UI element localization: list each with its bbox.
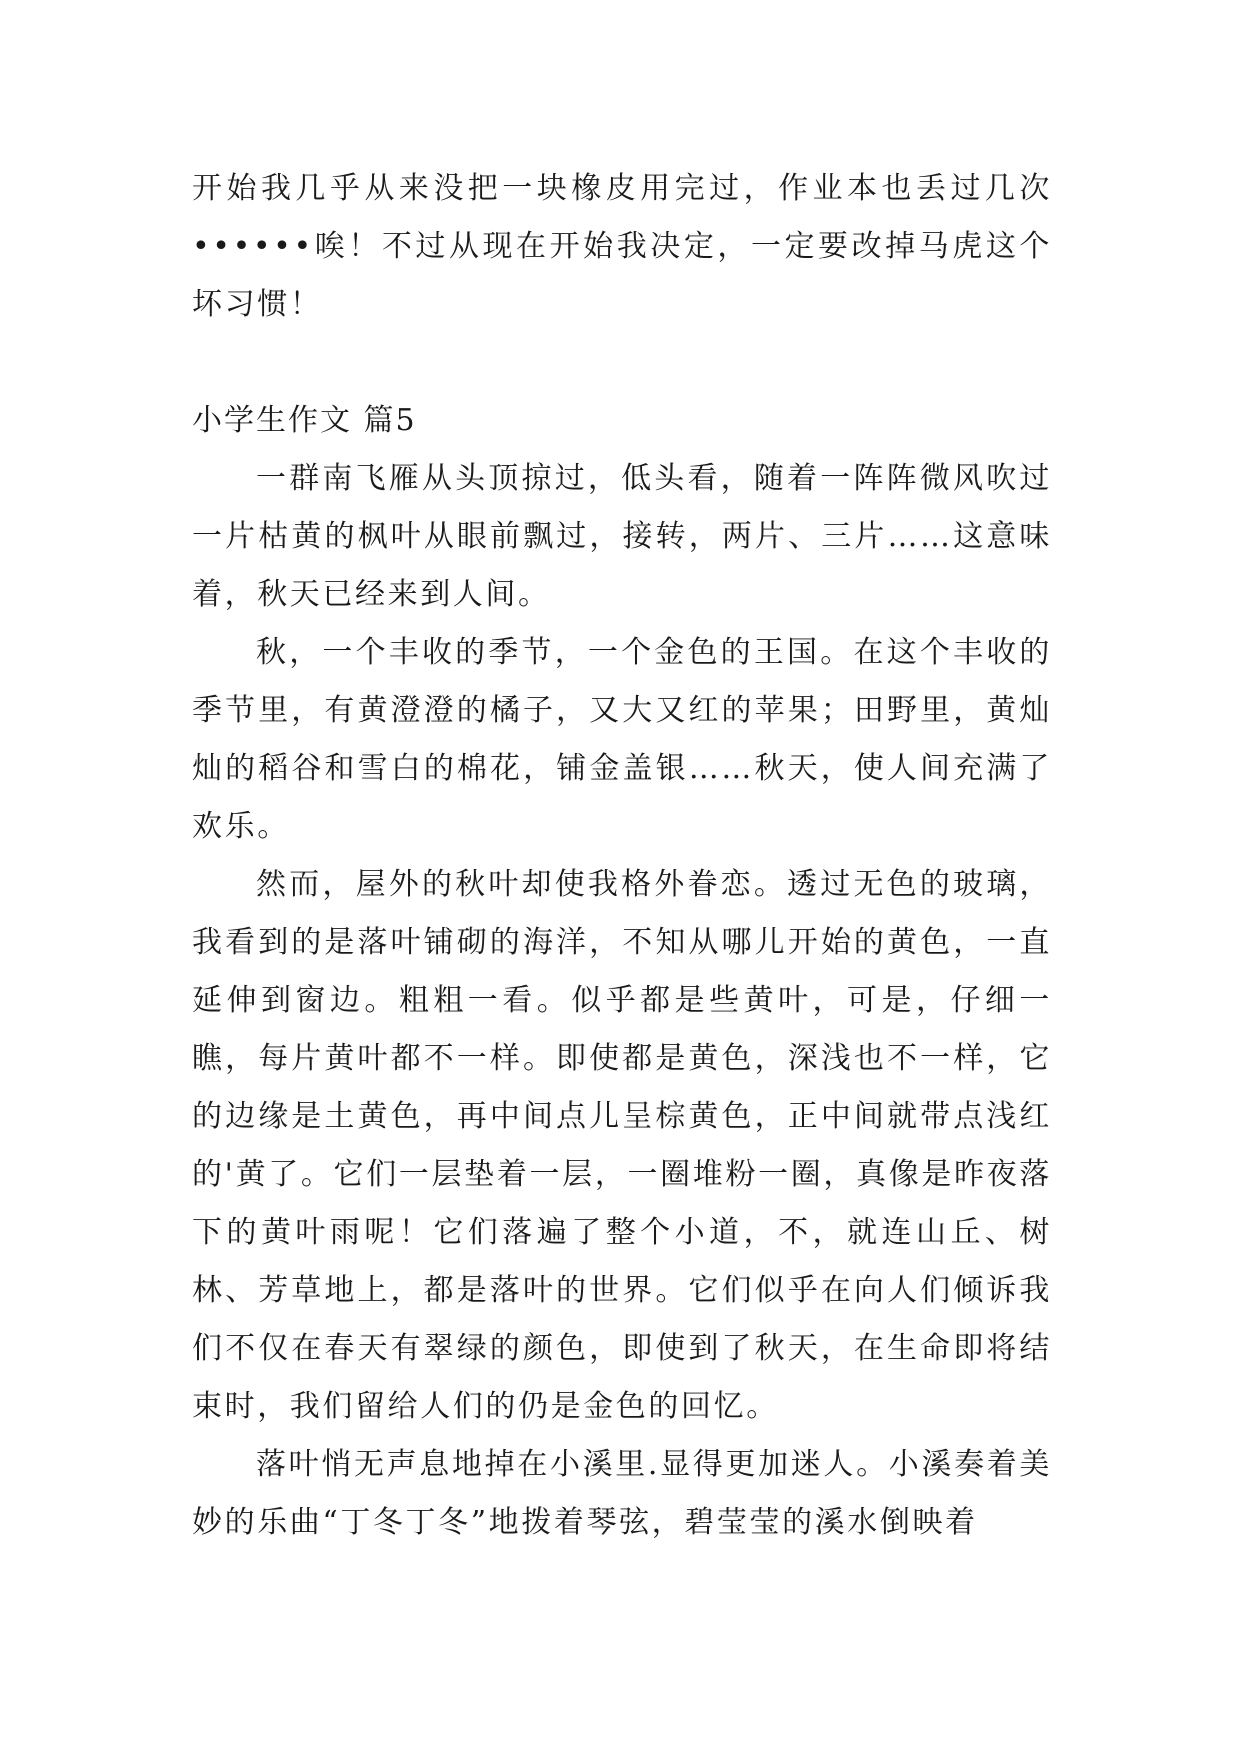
paragraph-1: 一群南飞雁从头顶掠过，低头看，随着一阵阵微风吹过一片枯黄的枫叶从眼前飘过，接转，两片、三片……这意味着，秋天已经来到人间。: [192, 461, 1052, 612]
paragraph-3: 然而，屋外的秋叶却使我格外眷恋。透过无色的玻璃，我看到的是落叶铺砌的海洋，不知从哪儿开始的黄色，一直延伸到窗边。粗粗一看。似乎都是些黄叶，可是，仔细一瞧，每片黄叶都不一样。即使都是黄色，深浅也不一样，它的边缘是土黄色，再中间点儿呈棕黄色，正中间就带点浅红的'黄了。它们一层垫着一层，一圈堆粉一圈，真像是昨夜落下的黄叶雨呢！它们落遍了整个小道，不，就连山丘、树林、芳草地上，都是落叶的世界。它们似乎在向人们倾诉我们不仅在春天有翠绿的颜色，即使到了秋天，在生命即将结束时，我们留给人们的仍是金色的回忆。: [192, 867, 1052, 1424]
document-body: [192, 160, 1052, 1552]
section-title: 小学生作文 篇5: [192, 403, 417, 438]
paragraph-2: 秋，一个丰收的季节，一个金色的王国。在这个丰收的季节里，有黄澄澄的橘子，又大又红的苹果；田野里，黄灿灿的稻谷和雪白的棉花，铺金盖银……秋天，使人间充满了欢乐。: [192, 635, 1052, 844]
paragraph-4: 落叶悄无声息地掉在小溪里.显得更加迷人。小溪奏着美妙的乐曲“丁冬丁冬”地拨着琴弦，碧莹莹的溪水倒映着: [192, 1447, 1052, 1540]
continuation-paragraph: 开始我几乎从来没把一块橡皮用完过，作业本也丢过几次••••••唉！不过从现在开始我决定，一定要改掉马虎这个坏习惯！: [192, 171, 1052, 322]
section-spacer: [192, 334, 1052, 392]
